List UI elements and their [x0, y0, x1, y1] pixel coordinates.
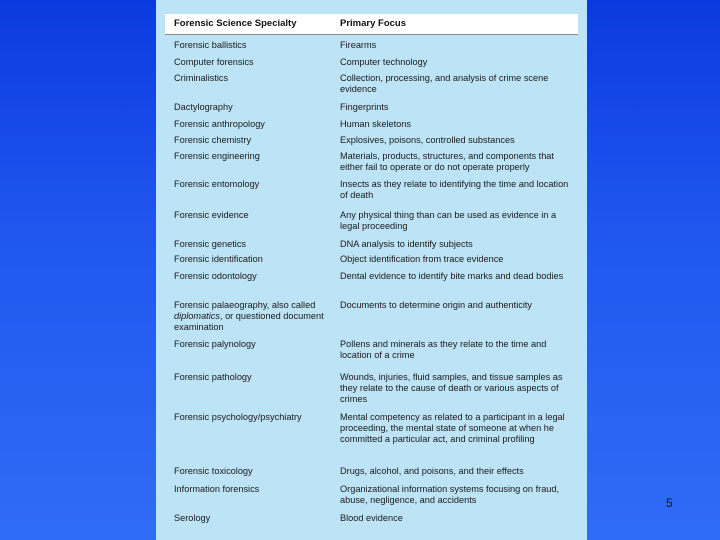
focus-cell: Fingerprints: [340, 102, 389, 112]
page-number: 5: [666, 496, 673, 510]
specialty-cell: Forensic entomology: [174, 179, 260, 189]
focus-cell: Object identification from trace evidence: [340, 254, 504, 264]
focus-cell: Materials, products, structures, and components that either fail to operate or do not operate properly: [340, 151, 554, 173]
focus-cell: Insects as they relate to identifying the time and location of death: [340, 179, 569, 201]
specialty-cell: Forensic identification: [174, 254, 263, 264]
specialty-cell: Forensic toxicology: [174, 466, 253, 476]
specialty-cell: Computer forensics: [174, 57, 254, 67]
specialty-cell: Forensic anthropology: [174, 119, 265, 129]
table-panel: [156, 0, 587, 540]
focus-cell: Pollens and minerals as they relate to the time and location of a crime: [340, 339, 547, 361]
focus-cell: Blood evidence: [340, 513, 403, 523]
specialty-cell: Serology: [174, 513, 211, 523]
specialty-cell: Forensic psychology/psychiatry: [174, 412, 302, 422]
focus-cell: DNA analysis to identify subjects: [340, 239, 473, 249]
focus-cell: Wounds, injuries, fluid samples, and tissue samples as they relate to the cause of death or various aspects of crimes: [340, 372, 563, 405]
focus-cell: Human skeletons: [340, 119, 411, 129]
focus-cell: Collection, processing, and analysis of crime scene evidence: [340, 73, 549, 95]
specialty-rest-text: , or questioned document examination: [174, 311, 324, 333]
specialty-cell: Information forensics: [174, 484, 260, 494]
table-header: [165, 14, 578, 35]
header-specialty: Forensic Science Specialty: [174, 18, 297, 29]
focus-cell: Explosives, poisons, controlled substances: [340, 135, 515, 145]
specialty-cell: Forensic palynology: [174, 339, 256, 349]
focus-cell: Organizational information systems focusing on fraud, abuse, negligence, and accidents: [340, 484, 560, 506]
specialty-cell: Forensic odontology: [174, 271, 257, 281]
focus-cell: Firearms: [340, 40, 377, 50]
specialty-cell: Forensic pathology: [174, 372, 252, 382]
focus-cell: Any physical thing than can be used as evidence in a legal proceeding: [340, 210, 557, 232]
focus-cell: Dental evidence to identify bite marks and dead bodies: [340, 271, 564, 281]
specialty-text: Forensic palaeography, also called: [174, 300, 316, 310]
header-primary-focus: Primary Focus: [340, 18, 406, 29]
focus-cell: Documents to determine origin and authenticity: [340, 300, 533, 310]
specialty-cell: Forensic engineering: [174, 151, 260, 161]
specialty-cell: Forensic evidence: [174, 210, 249, 220]
focus-cell: Drugs, alcohol, and poisons, and their effects: [340, 466, 524, 476]
specialty-italic-text: diplomatics: [174, 311, 220, 322]
specialty-cell: Criminalistics: [174, 73, 229, 83]
focus-cell: Computer technology: [340, 57, 428, 67]
specialty-cell: Dactylography: [174, 102, 233, 112]
focus-cell: Mental competency as related to a participant in a legal proceeding, the mental state of someone at when he committed a particular act, and criminal profiling: [340, 412, 565, 445]
specialty-cell: Forensic genetics: [174, 239, 247, 249]
specialty-cell: Forensic chemistry: [174, 135, 252, 145]
specialty-cell: Forensic ballistics: [174, 40, 247, 50]
specialty-cell: [174, 300, 332, 334]
